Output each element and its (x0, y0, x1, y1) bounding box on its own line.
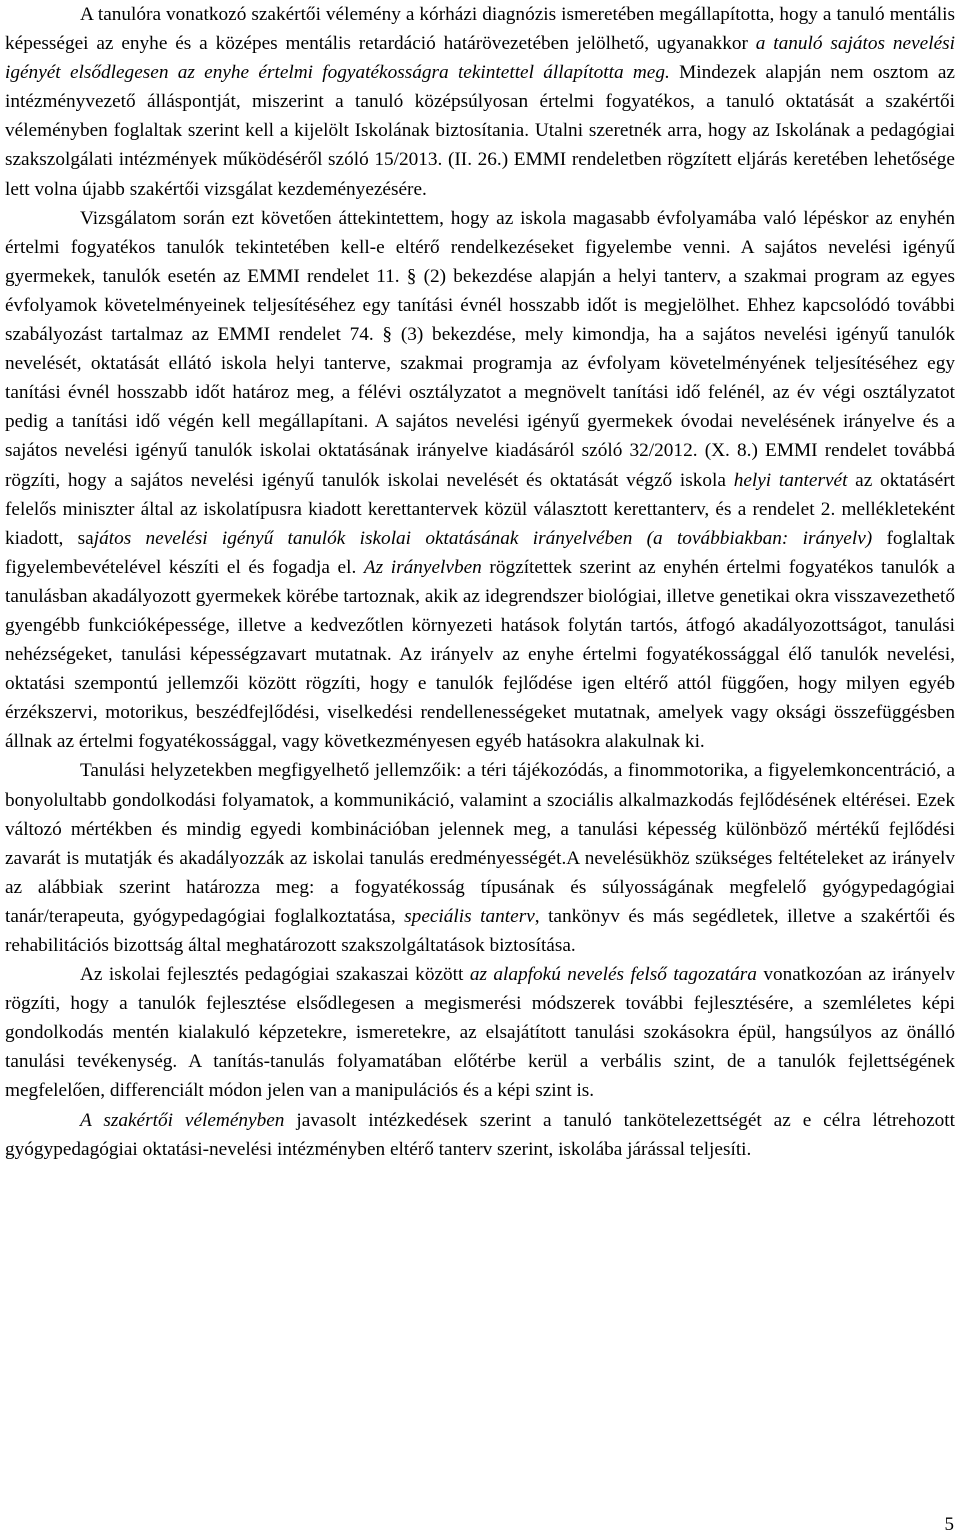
paragraph-3 (5, 756, 955, 960)
text-segment: vonatkozóan az irányelv rögzíti, hogy a tanulók fejlesztése elsődlegesen a megismerési módszerek további fejlesztésére, a szemléletes képi gondolkodás mentén kialakuló képzetekre, ismeretekre, az elsajátított tanulási szokásokra épül, hangsúlyos az önálló tanulási tevékenység. A tanítás-tanulás folyamatában előtérbe kerül a verbális szint, de a tanulók fejlettségének megfelelően, differenciált módon jelen van a manipulációs és a képi szint is. (5, 964, 955, 1102)
paragraph-1 (5, 0, 955, 204)
text-segment-italic: speciális tanterv (404, 905, 535, 927)
document-page (5, 0, 955, 1164)
paragraph-2 (5, 204, 955, 757)
paragraph-5 (5, 1106, 955, 1164)
text-segment: A tanulóra vonatkozó szakértői vélemény a kórházi diagnózis ismeretében megállapította, hogy a tanuló mentális képességei az enyhe és a középes mentális retardáció határövezetében jelölhető, ugyanakkor (5, 4, 955, 55)
text-segment: Tanulási helyzetekben megfigyelhető jellemzőik: a téri tájékozódás, a finommotorika, a figyelemkoncentráció, a bonyolultabb gondolkodási folyamatok, a kommunikáció, valamint a szociális alkalmazkodás fejlődésének eltérései. Ezek változó mértékben és mindig egyedi kombinációban jelennek meg, a tanulási képesség különböző mértékű fejlődési zavarát is mutatják és akadályozzák az iskolai tanulás eredményességét.A nevelésükhöz szükséges feltételeket az irányelv az alábbiak szerint határozza meg: a fogyatékosság típusának és súlyosságának megfelelő gyógypedagógiai tanár/terapeuta, gyógypedagógiai foglalkoztatása, (5, 760, 955, 927)
text-segment: rögzítettek szerint az enyhén értelmi fogyatékos tanulók a tanulásban akadályozott gyermekek körébe tartoznak, akik az idegrendszer biológiai, illetve genetikai okra visszavezethető gyengébb funkcióképessége, illetve a kedvezőtlen környezeti hatások folytán tartós, átfogó akadályozottságot, tanulási nehézségeket, tanulási képességzavart mutatnak. Az irányelv az enyhe értelmi fogyatékossággal élő tanulók nevelési, oktatási szempontú jellemzői között rögzíti, hogy e tanulók fejlődése igen eltérő attól függően, hogy milyen egyéb érzékszervi, motorikus, beszédfejlődési, viselkedési rendellenességeket mutatnak, amelyek vagy oksági összefüggésben állnak az értelmi fogyatékossággal, vagy következményesen egyéb hatásokra alakulnak ki. (5, 556, 955, 753)
text-segment-italic: A szakértői véleményben (80, 1109, 285, 1131)
text-segment: , tankönyv és más segédletek, illetve a szakértői és rehabilitációs bizottság által meghatározott szakszolgáltatások biztosítása. (5, 905, 956, 956)
text-segment-italic: a tanuló sajátos nevelési igényét elsődlegesen az enyhe értelmi fogyatékosságra tekintettel állapította meg. (5, 33, 955, 84)
text-segment-italic: Az irányelvben (363, 556, 482, 578)
text-segment: Mindezek alapján nem osztom az intézményvezető álláspontját, miszerint a tanuló középsúlyosan értelmi fogyatékos, a tanuló oktatását a szakértői véleményben foglaltak szerint kell a kijelölt Iskolának biztosítania. Utalni szeretnék arra, hogy az Iskolának a pedagógiai szakszolgálati intézmények működéséről szóló 15/2013. (II. 26.) EMMI rendeletben rögzített eljárás keretében lehetősége lett volna újabb szakértői vizsgálat kezdeményezésére. (5, 62, 955, 200)
text-segment: javasolt intézkedések szerint a tanuló tankötelezettségét az e célra létrehozott gyógypedagógiai oktatási-nevelési intézményben eltérő tanterv szerint, iskolába járással teljesíti. (5, 1109, 955, 1160)
paragraph-4 (5, 960, 955, 1105)
page-number: 5 (944, 1514, 954, 1535)
text-segment: foglaltak figyelembevételével készíti el és fogadja el. (5, 527, 955, 578)
text-segment-italic: játos nevelési igényű tanulók iskolai oktatásának irányelvében (a továbbiakban: irányelv) (93, 527, 873, 549)
text-segment-italic: helyi tantervét (733, 469, 848, 491)
text-segment-italic: az alapfokú nevelés felső tagozatára (469, 964, 757, 986)
text-segment: Vizsgálatom során ezt követően áttekintettem, hogy az iskola magasabb évfolyamába való lépéskor az enyhén értelmi fogyatékos tanulók tekintetében kell-e eltérő rendelkezéseket figyelembe venni. A sajátos nevelési igényű gyermekek, tanulók esetén az EMMI rendelet 11. § (2) bekezdése alapján a helyi tanterv, a szakmai program az egyes évfolyamok követelményeinek teljesítéséhez egy tanítási évnél hosszabb időt is megjelölhet. Ehhez kapcsolódó további szabályozást tartalmaz az EMMI rendelet 74. § (3) bekezdése, mely kimondja, ha a sajátos nevelési igényű tanulók nevelését, oktatását ellátó iskola helyi tanterve, szakmai programja az évfolyam követelményének teljesítéséhez egy tanítási évnél hosszabb időt határoz meg, a félévi osztályzatot a megnövelt tanítási idő felénél, az év végi osztályzatot pedig a tanítási idő végén kell megállapítani. A sajátos nevelési igényű gyermekek óvodai nevelésének irányelve és a sajátos nevelési igényű tanulók iskolai oktatásának irányelve kiadásáról szóló 32/2012. (X. 8.) EMMI rendelet továbbá rögzíti, hogy a sajátos nevelési igényű tanulók iskolai nevelését és oktatását végző iskola (5, 207, 955, 491)
text-segment: Az iskolai fejlesztés pedagógiai szakaszai között (80, 964, 470, 986)
text-segment: az oktatásért felelős miniszter által az iskolatípusra kiadott kerettantervek közül választott kerettanterv, és a rendelet 2. mellékleteként kiadott, sa (5, 469, 955, 549)
